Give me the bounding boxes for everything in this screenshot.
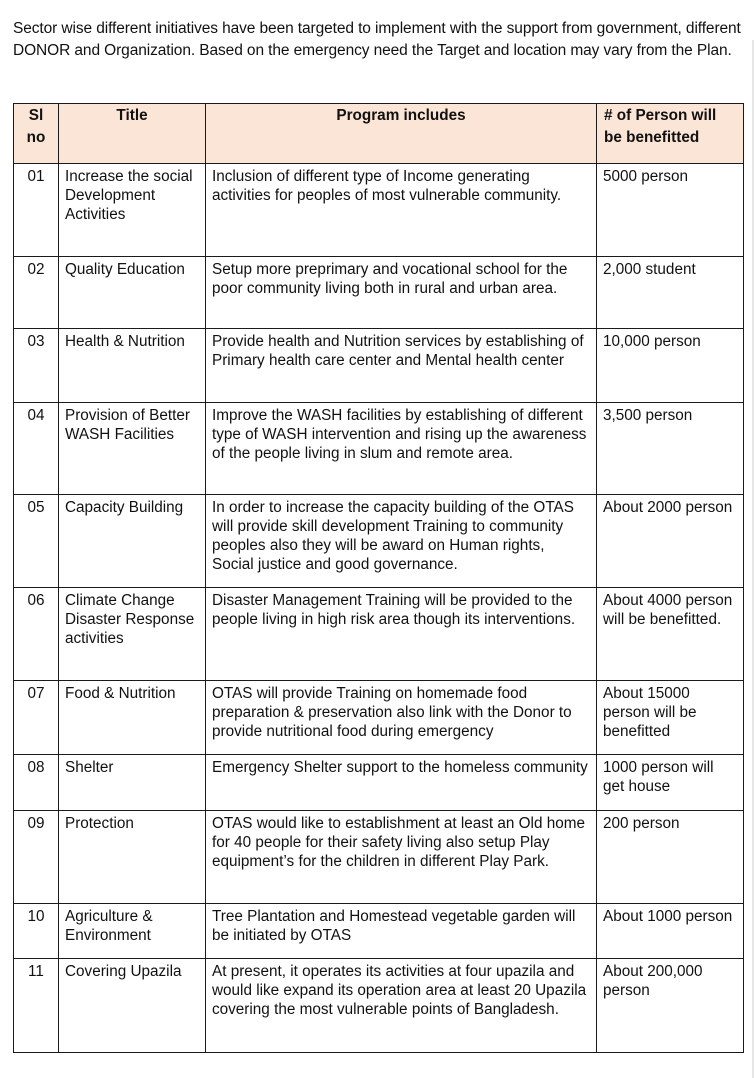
table-row xyxy=(14,403,744,495)
cell-persons: 10,000 person xyxy=(597,329,744,403)
cell-title: Climate Change Disaster Response activities xyxy=(59,588,206,681)
header-sl-no xyxy=(14,104,59,164)
intro-paragraph: Sector wise different initiatives have been targeted to implement with the support from government, different DONOR and Organization. Based on the emergency need the Target and location may vary from the Plan. xyxy=(13,20,741,59)
cell-title: Capacity Building xyxy=(59,495,206,588)
initiatives-table xyxy=(13,103,744,1053)
header-persons-label: # of Person will be benefitted xyxy=(604,107,717,146)
table-row xyxy=(14,755,744,811)
table-row xyxy=(14,959,744,1053)
header-program xyxy=(206,104,597,164)
cell-title: Agriculture & Environment xyxy=(59,904,206,959)
header-persons xyxy=(597,104,744,164)
cell-title: Provision of Better WASH Facilities xyxy=(59,403,206,495)
table-row xyxy=(14,904,744,959)
header-sl-no-label: Sl no xyxy=(26,107,46,146)
table-row xyxy=(14,164,744,257)
cell-sl: 08 xyxy=(14,755,59,811)
cell-persons: About 1000 person xyxy=(597,904,744,959)
cell-program: Setup more preprimary and vocational school for the poor community living both in rural and urban area. xyxy=(206,257,597,329)
cell-title: Increase the social Development Activities xyxy=(59,164,206,257)
cell-sl: 05 xyxy=(14,495,59,588)
cell-sl: 11 xyxy=(14,959,59,1053)
header-program-label: Program includes xyxy=(336,107,466,124)
table-row xyxy=(14,681,744,755)
cell-persons: 2,000 student xyxy=(597,257,744,329)
cell-persons: 5000 person xyxy=(597,164,744,257)
cell-program: Inclusion of different type of Income generating activities for peoples of most vulnerable community. xyxy=(206,164,597,257)
cell-sl: 01 xyxy=(14,164,59,257)
cell-sl: 04 xyxy=(14,403,59,495)
cell-persons: 200 person xyxy=(597,811,744,904)
cell-sl: 07 xyxy=(14,681,59,755)
cell-persons: 3,500 person xyxy=(597,403,744,495)
cell-sl: 06 xyxy=(14,588,59,681)
cell-title: Health & Nutrition xyxy=(59,329,206,403)
cell-program: Disaster Management Training will be provided to the people living in high risk area though its interventions. xyxy=(206,588,597,681)
cell-program: Improve the WASH facilities by establishing of different type of WASH intervention and rising up the awareness of the people living in slum and remote area. xyxy=(206,403,597,495)
cell-sl: 10 xyxy=(14,904,59,959)
cell-sl: 03 xyxy=(14,329,59,403)
cell-sl: 09 xyxy=(14,811,59,904)
table-row xyxy=(14,329,744,403)
cell-sl: 02 xyxy=(14,257,59,329)
cell-program: OTAS will provide Training on homemade food preparation & preservation also link with the Donor to provide nutritional food during emergency xyxy=(206,681,597,755)
table-row xyxy=(14,257,744,329)
cell-title: Food & Nutrition xyxy=(59,681,206,755)
table-row xyxy=(14,811,744,904)
cell-persons: About 200,000 person xyxy=(597,959,744,1053)
cell-program: In order to increase the capacity building of the OTAS will provide skill development Training to community peoples also they will be award on Human rights, Social justice and good governance. xyxy=(206,495,597,588)
cell-title: Quality Education xyxy=(59,257,206,329)
cell-persons: About 4000 person will be benefitted. xyxy=(597,588,744,681)
cell-title: Protection xyxy=(59,811,206,904)
cell-persons: About 2000 person xyxy=(597,495,744,588)
header-title xyxy=(59,104,206,164)
cell-persons: About 15000 person will be benefitted xyxy=(597,681,744,755)
cell-title: Shelter xyxy=(59,755,206,811)
header-title-label: Title xyxy=(116,107,148,124)
cell-program: At present, it operates its activities at four upazila and would like expand its operation area at least 20 Upazila covering the most vulnerable points of Bangladesh. xyxy=(206,959,597,1053)
table-header-row xyxy=(14,104,744,164)
cell-program: Emergency Shelter support to the homeless community xyxy=(206,755,597,811)
cell-persons: 1000 person will get house xyxy=(597,755,744,811)
cell-program: Provide health and Nutrition services by establishing of Primary health care center and Mental health center xyxy=(206,329,597,403)
table-row xyxy=(14,495,744,588)
cell-program: Tree Plantation and Homestead vegetable garden will be initiated by OTAS xyxy=(206,904,597,959)
cell-program: OTAS would like to establishment at least an Old home for 40 people for their safety living also setup Play equipment’s for the children in different Play Park. xyxy=(206,811,597,904)
table-row xyxy=(14,588,744,681)
cell-title: Covering Upazila xyxy=(59,959,206,1053)
